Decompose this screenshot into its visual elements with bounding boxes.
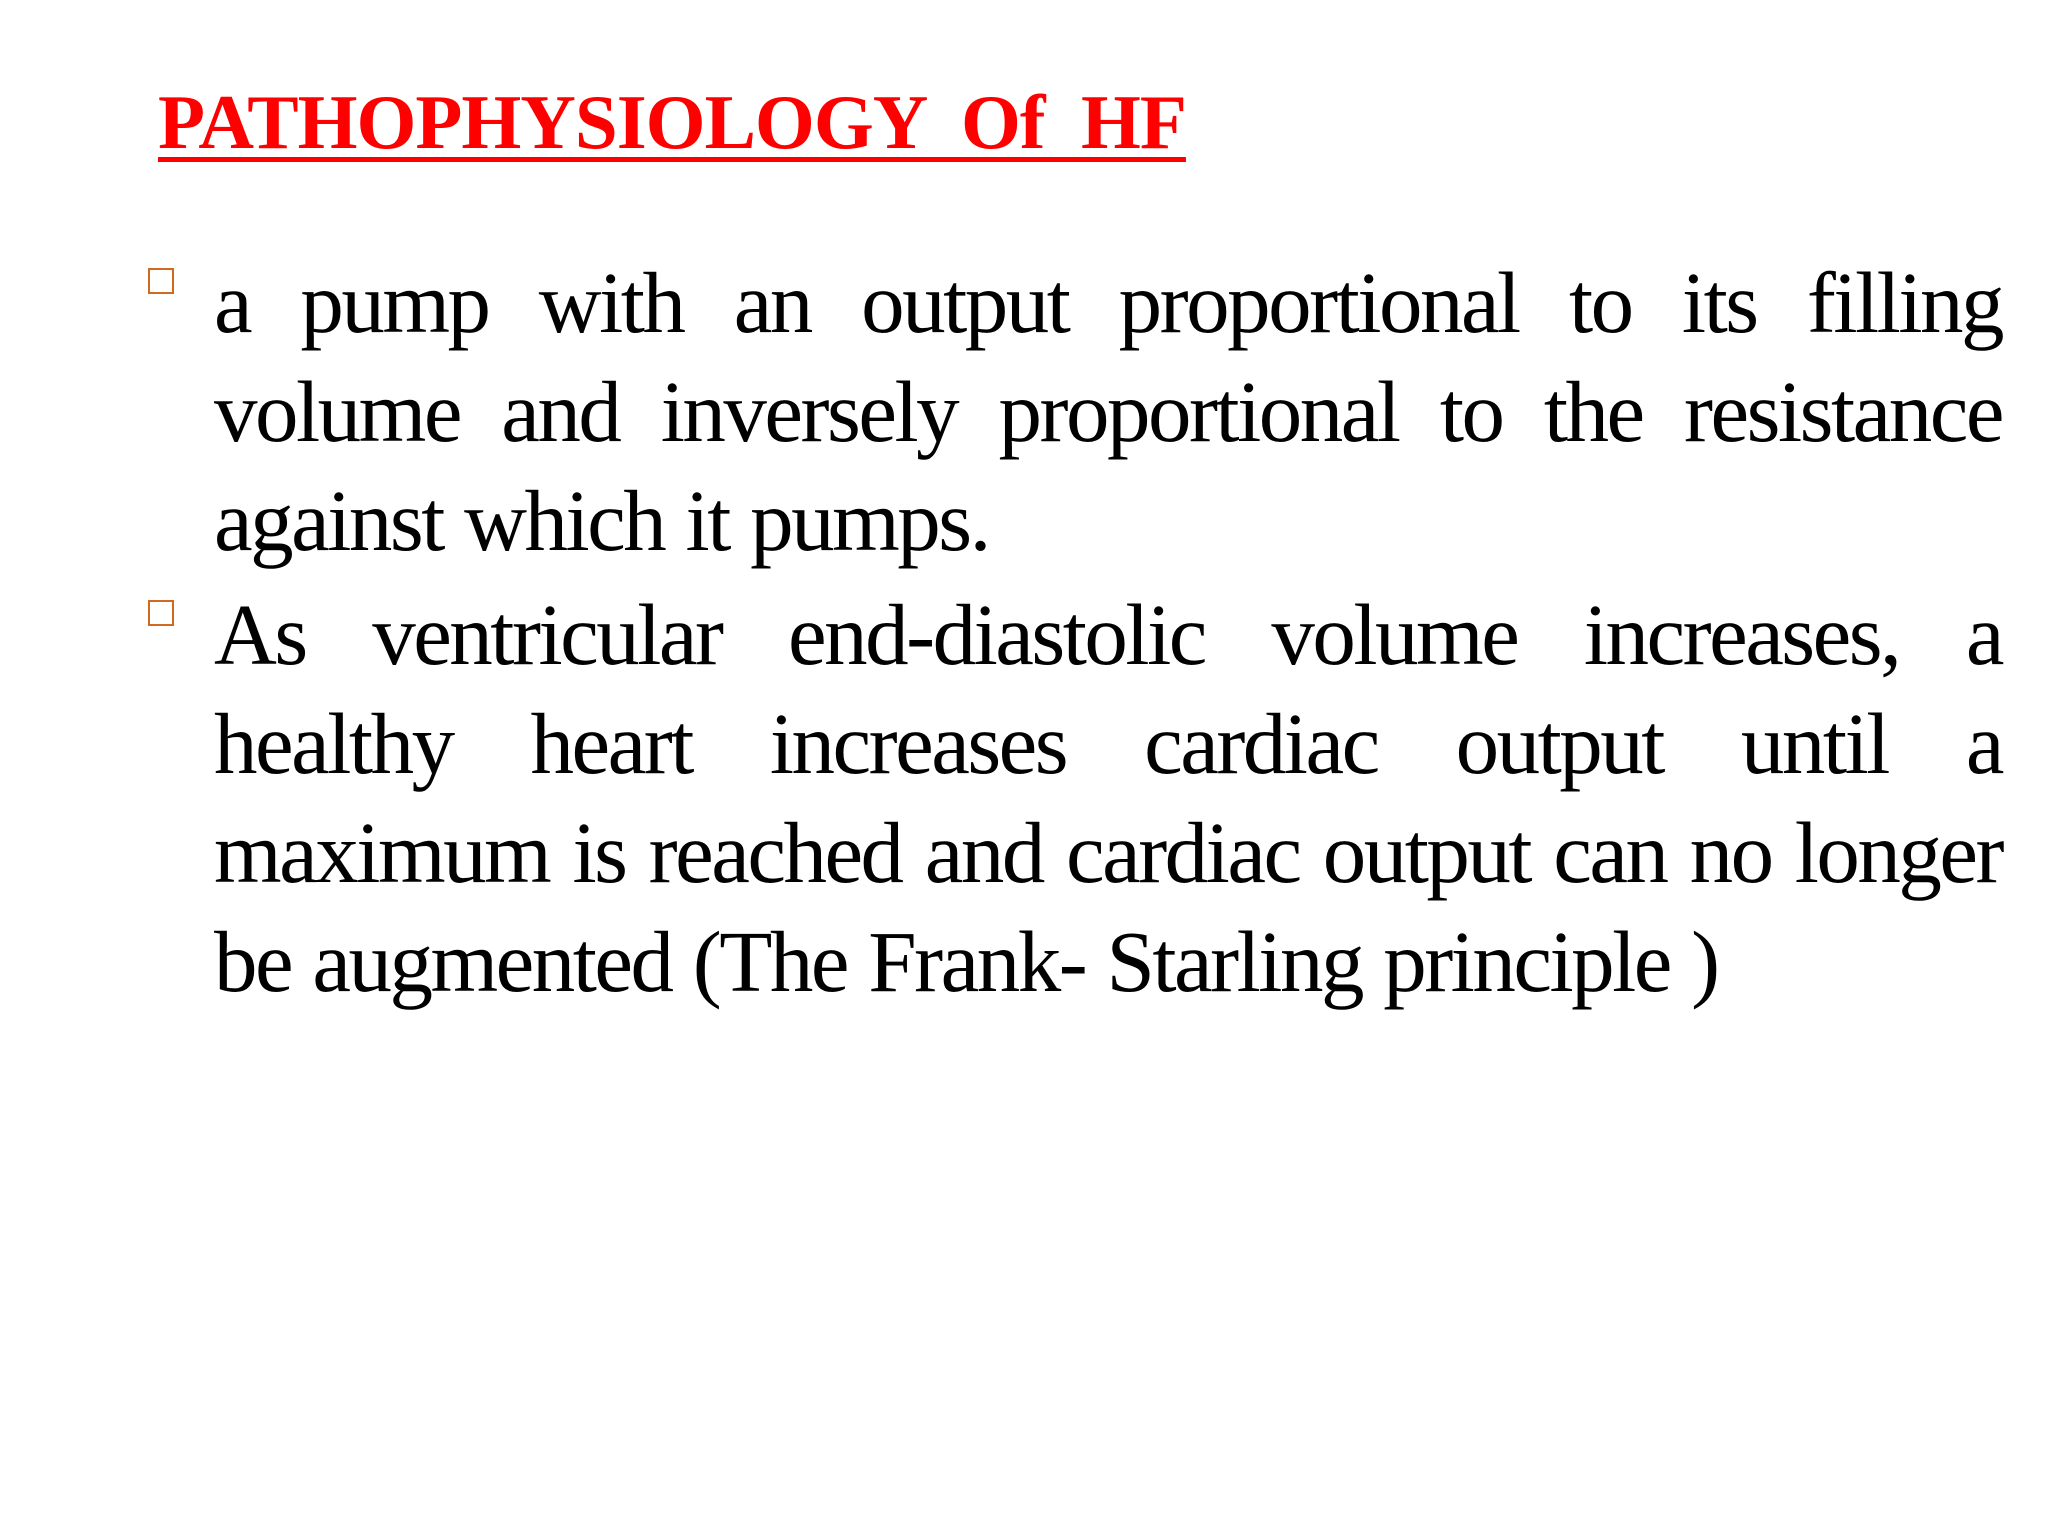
- bullet-text: As ventricular end-diastolic volume increases, a healthy heart increases cardiac output until a maximum is reached and cardiac output can no longer be augmented (The Frank- Starling principle ): [214, 586, 2002, 1010]
- square-bullet-icon: [148, 600, 174, 626]
- bullet-list: [140, 248, 2002, 1021]
- bullet-text: a pump with an output proportional to its filling volume and inversely proportional to the resistance against which it pumps.: [214, 254, 2002, 569]
- slide-title: PATHOPHYSIOLOGY Of HF: [158, 79, 1186, 165]
- square-bullet-icon: [148, 268, 174, 294]
- bullet-item-pump: [140, 248, 2002, 575]
- bullet-item-frank-starling: [140, 580, 2002, 1016]
